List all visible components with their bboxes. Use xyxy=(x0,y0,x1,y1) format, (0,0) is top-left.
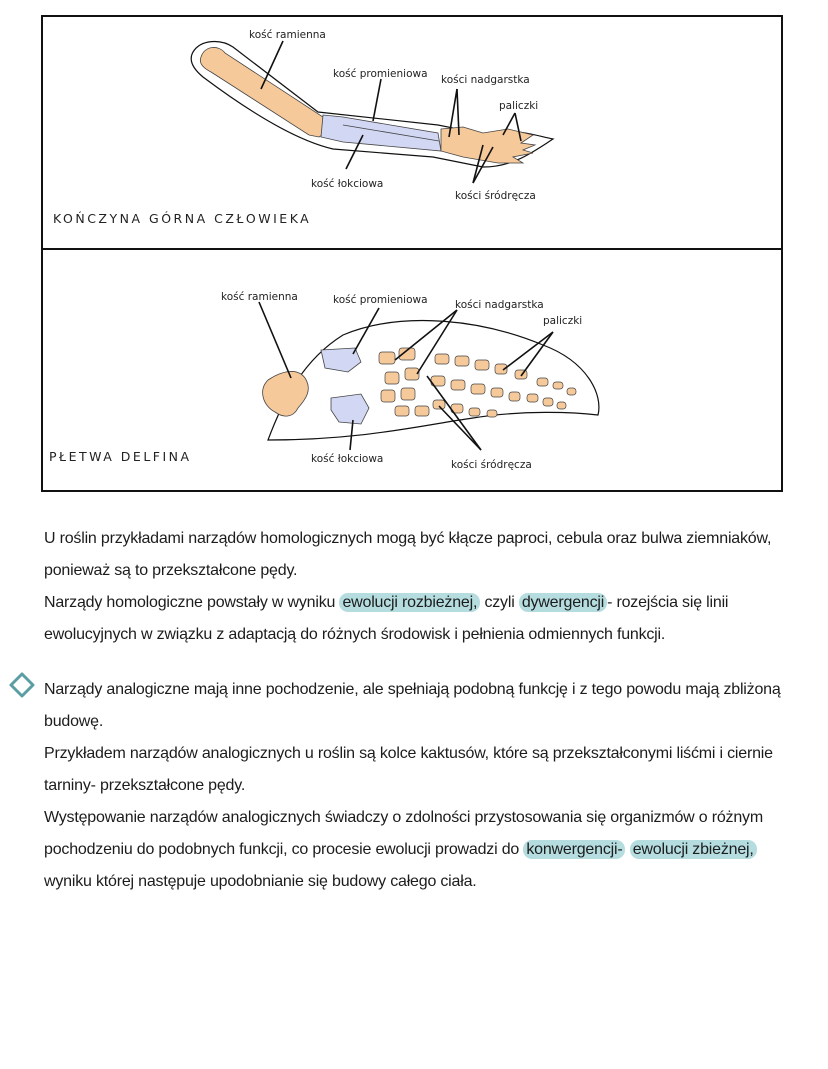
label-radius: kość promieniowa xyxy=(333,68,428,80)
label-humerus: kość ramienna xyxy=(249,29,326,41)
para1-text-4: - rozejścia się linii ewolucyjnych w związku z adaptacją do różnych środowisk i pełnienia odmiennych funkcji. xyxy=(44,594,729,643)
human-arm-panel xyxy=(41,15,783,250)
para2-text-5: wyniku której następuje upodobnianie się budowy całego ciała. xyxy=(44,873,477,890)
para2-text-1: Narządy analogiczne mają inne pochodzenie, ale spełniają podobną funkcję i z tego powodu mają zbliżoną budowę. xyxy=(44,681,781,730)
highlight-convergence: konwergencji- xyxy=(523,840,625,859)
dolphin-flipper-panel xyxy=(41,248,783,492)
human-arm-caption: KOŃCZYNA GÓRNA CZŁOWIEKA xyxy=(53,211,312,226)
para1-text-2: Narządy homologiczne powstały w wyniku xyxy=(44,594,340,611)
para1-text-3: czyli xyxy=(480,594,519,611)
label-flipper-metacarpals: kości śródręcza xyxy=(451,459,532,471)
label-flipper-humerus: kość ramienna xyxy=(221,291,298,303)
label-metacarpals: kości śródręcza xyxy=(455,190,536,202)
label-flipper-phalanges: paliczki xyxy=(543,315,583,327)
dolphin-flipper-caption: PŁETWA DELFINA xyxy=(49,449,192,464)
homologous-organs-paragraph xyxy=(44,523,784,651)
highlight-divergence: dywergencji xyxy=(519,593,607,612)
label-phalanges: paliczki xyxy=(499,100,539,112)
diamond-bullet-icon xyxy=(9,672,35,698)
para2-text-3: Występowanie narządów analogicznych świadczy o zdolności przystosowania się organizmów o różnym pochodzeniu do podobnych funkcji, co procesie ewolucji prowadzi do xyxy=(44,809,763,858)
label-flipper-carpals: kości nadgarstka xyxy=(455,299,544,311)
label-flipper-radius: kość promieniowa xyxy=(333,294,428,306)
highlight-convergent-evolution: ewolucji zbieżnej, xyxy=(630,840,757,859)
highlight-divergent-evolution: ewolucji rozbieżnej, xyxy=(339,593,480,612)
humerus-bone xyxy=(200,47,326,137)
para1-text-1: U roślin przykładami narządów homologicznych mogą być kłącze paproci, cebula oraz bulwa ziemniaków, ponieważ są to przekształcone pędy. xyxy=(44,530,772,579)
label-flipper-ulna: kość łokciowa xyxy=(311,453,384,465)
label-ulna: kość łokciowa xyxy=(311,178,384,190)
analogous-organs-paragraph xyxy=(44,674,784,898)
para2-text-2: Przykładem narządów analogicznych u roślin są kolce kaktusów, które są przekształconymi liśćmi i ciernie tarniny- przekształcone pędy. xyxy=(44,745,773,794)
label-carpals: kości nadgarstka xyxy=(441,74,530,86)
